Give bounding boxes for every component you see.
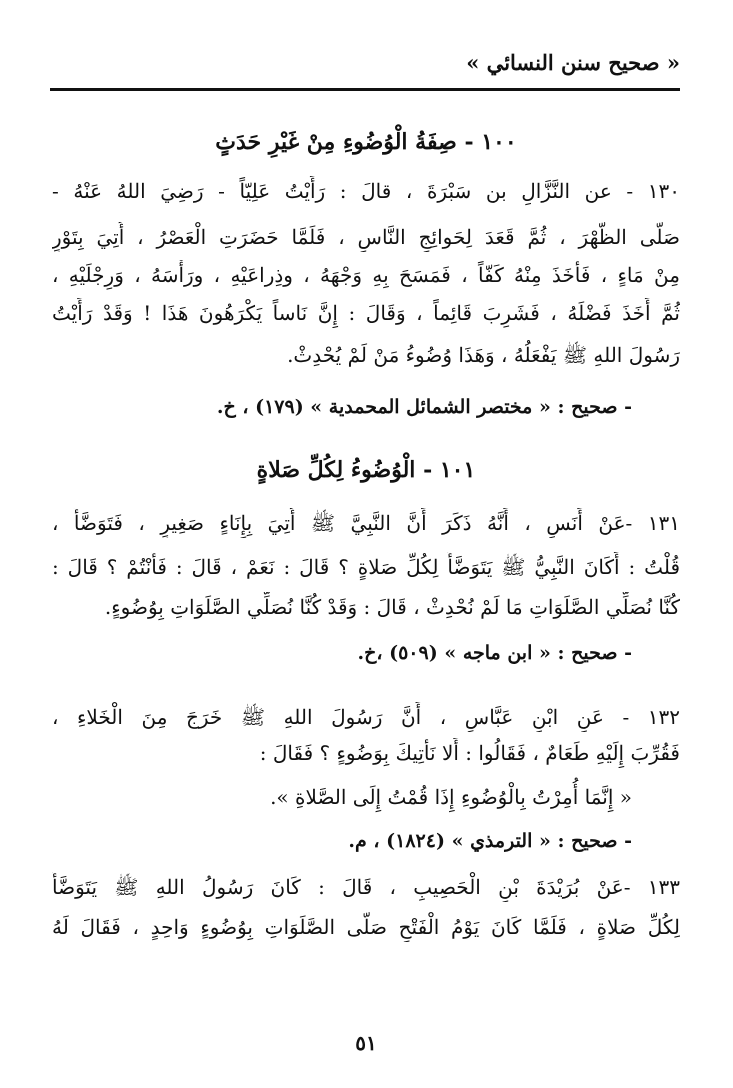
chapter-heading: ١٠٠ - صِفَةُ الْوُضُوءِ مِنْ غَيْرِ حَدَثٍ [215,129,517,155]
hadith-133-line-1: ١٣٣ -عَنْ بُرَيْدَةَ بْنِ الْحَصِيبِ ، قَالَ : كَانَ رَسُولُ اللهِ ﷺ يَتَوَضَّأُ [52,875,680,899]
hadith-130-line-2: صَلَّى الظُّهْرَ ، ثُمَّ قَعَدَ لِحَوائِجِ النَّاسِ ، فَلَمَّا حَضَرَتِ الْعَصْرُ ، أُتِيَ بِتَوْرٍ [52,225,680,249]
hadith-131-line-2: قُلْتُ : أَكَانَ النَّبِيُّ ﷺ يَتَوَضَّأُ لِكُلِّ صَلاةٍ ؟ قَالَ : نَعَمْ ، قَالَ : فَأَنْتُمْ ؟ قَالَ : [52,555,680,579]
hadith-131-line-3: كُنَّا نُصَلِّي الصَّلَوَاتِ مَا لَمْ نُحْدِثْ ، قَالَ : وَقَدْ كُنَّا نُصَلِّي الصَّلَوَاتِ بِوُضُوءٍ. [104,595,680,619]
hadith-132-quote: « إِنَّمَا أُمِرْتُ بِالْوُضُوءِ إِذَا قُمْتُ إِلَى الصَّلاةِ ». [270,785,632,809]
hadith-133-line-2: لِكُلِّ صَلاةٍ ، فَلَمَّا كَانَ يَوْمُ الْفَتْحِ صَلَّى الصَّلَوَاتِ بِوُضُوءٍ وَاحِدٍ ، فَقَالَ لَهُ [52,915,680,939]
hadith-132-grading: - صحيح : « الترمذي » (١٨٢٤) ، م. [348,830,632,852]
header-rule [50,88,680,91]
hadith-130-grading: - صحيح : « مختصر الشمائل المحمدية » (١٧٩) ، خ. [216,396,632,418]
hadith-131-grading: - صحيح : « ابن ماجه » (٥٠٩) ،خ. [357,642,632,664]
hadith-132-line-1: ١٣٢ - عَنِ ابْنِ عَبَّاسٍ ، أَنَّ رَسُولَ اللهِ ﷺ خَرَجَ مِنَ الْخَلاءِ ، [52,705,680,729]
page-number: ٥١ [355,1031,377,1055]
hadith-130-line-5: رَسُولَ اللهِ ﷺ يَفْعَلُهُ ، وَهَذَا وُضُوءُ مَنْ لَمْ يُحْدِثْ. [287,343,680,367]
running-header: « صحيح سنن النسائي » [466,50,680,75]
chapter-heading: ١٠١ - الْوُضُوءُ لِكُلِّ صَلاةٍ [256,457,476,483]
hadith-131-line-1: ١٣١ -عَنْ أَنَسٍ ، أَنَّهُ ذَكَرَ أَنَّ النَّبِيَّ ﷺ أُتِيَ بِإِنَاءٍ صَغِيرٍ ، فَتَوَضَّأَ ، [52,511,680,535]
hadith-130-line-3: مِنْ مَاءٍ ، فَأَخَذَ مِنْهُ كَفّاً ، فَمَسَحَ بِهِ وَجْهَهُ ، وذِراعَيْهِ ، ورَأْسَهُ ، وَرِجْلَيْهِ ، [52,263,680,287]
hadith-130-line-4: ثُمَّ أَخَذَ فَضْلَهُ ، فَشَرِبَ قَائِماً ، وَقَالَ : إِنَّ نَاساً يَكْرَهُونَ هَذَا ! وَقَدْ رَأَيْتُ [52,301,680,325]
hadith-130-line-1: ١٣٠ - عن النَّزَّالِ بن سَبْرَةَ ، قالَ : رَأَيْتُ عَلِيّاً - رَضِيَ اللهُ عَنْهُ - [52,179,680,203]
hadith-132-line-2: فَقُرِّبَ إِلَيْهِ طَعَامٌ ، فَقَالُوا : أَلا نَأْتِيكَ بِوَضُوءٍ ؟ فَقَالَ : [259,741,680,765]
